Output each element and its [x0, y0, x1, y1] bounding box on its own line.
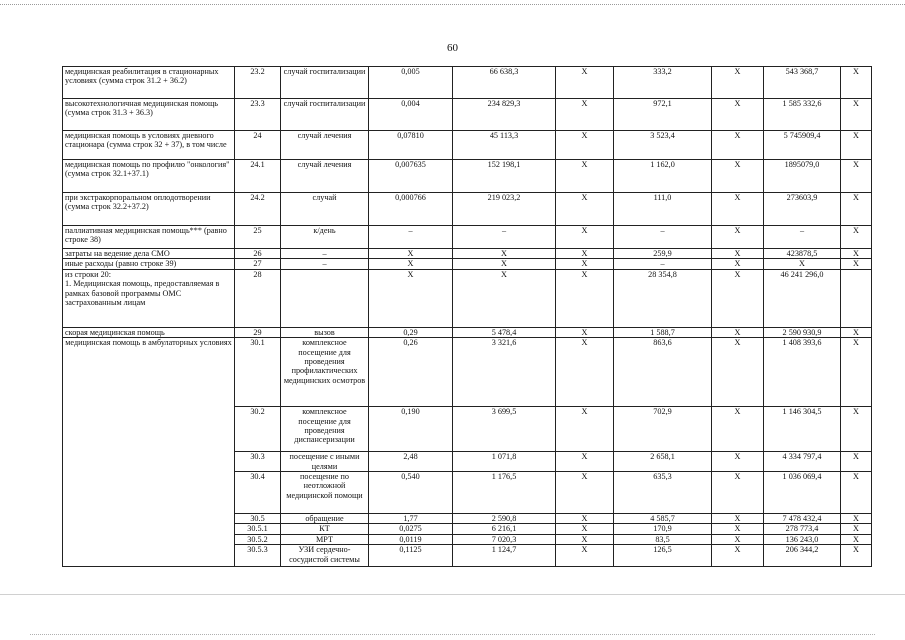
row-unit: КТ	[281, 524, 369, 534]
cell-c8: 1 585 332,6	[764, 99, 841, 131]
row-unit: случай	[281, 193, 369, 226]
cell-c7: X	[712, 514, 764, 524]
cell-c7: X	[712, 327, 764, 337]
row-code: 30.5.1	[235, 524, 281, 534]
cell-c7: X	[712, 472, 764, 514]
cell-c3: 0,000766	[369, 193, 453, 226]
row-code: 24	[235, 131, 281, 160]
table-row	[63, 226, 872, 249]
cell-c8: 46 241 296,0	[764, 269, 841, 327]
row-unit: –	[281, 249, 369, 259]
cell-c4: 5 478,4	[453, 327, 556, 337]
row-unit: случай госпитализации	[281, 99, 369, 131]
cell-c4: 1 124,7	[453, 545, 556, 567]
financing-table	[62, 66, 872, 567]
row-code: 30.5.2	[235, 534, 281, 544]
row-code: 30.2	[235, 407, 281, 452]
group-label: медицинская помощь в амбулаторных условиях	[63, 338, 235, 567]
cell-c8: 206 344,2	[764, 545, 841, 567]
cell-c9: X	[841, 514, 872, 524]
cell-c7: X	[712, 269, 764, 327]
cell-c7: X	[712, 338, 764, 407]
cell-c6: 972,1	[614, 99, 712, 131]
cell-c4: 45 113,3	[453, 131, 556, 160]
cell-c8: 1 146 304,5	[764, 407, 841, 452]
row-code: 25	[235, 226, 281, 249]
cell-c5: X	[556, 259, 614, 269]
cell-c9: X	[841, 338, 872, 407]
cell-c7: X	[712, 407, 764, 452]
cell-c4: 3 321,6	[453, 338, 556, 407]
cell-c5: X	[556, 472, 614, 514]
cell-c7: X	[712, 226, 764, 249]
table-row	[63, 67, 872, 99]
table-row	[63, 131, 872, 160]
cell-c7: X	[712, 160, 764, 193]
cell-c8: 7 478 432,4	[764, 514, 841, 524]
cell-c3: –	[369, 226, 453, 249]
cell-c6: 83,5	[614, 534, 712, 544]
cell-c5: X	[556, 327, 614, 337]
cell-c3: 0,540	[369, 472, 453, 514]
page-number: 60	[447, 42, 458, 54]
cell-c3: X	[369, 259, 453, 269]
cell-c6: 1 162,0	[614, 160, 712, 193]
cell-c5: X	[556, 338, 614, 407]
cell-c6: 28 354,8	[614, 269, 712, 327]
cell-c9: X	[841, 452, 872, 472]
cell-c4: 219 023,2	[453, 193, 556, 226]
cell-c8: –	[764, 226, 841, 249]
cell-c4: 3 699,5	[453, 407, 556, 452]
cell-c5: X	[556, 67, 614, 99]
cell-c6: 863,6	[614, 338, 712, 407]
cell-c5: X	[556, 249, 614, 259]
table-row	[63, 193, 872, 226]
row-unit: УЗИ сердечно-сосудистой системы	[281, 545, 369, 567]
cell-c7: X	[712, 193, 764, 226]
table-row	[63, 269, 872, 327]
cell-c6: 3 523,4	[614, 131, 712, 160]
row-unit: обращение	[281, 514, 369, 524]
cell-c5: X	[556, 407, 614, 452]
scan-bottom-noise	[30, 634, 875, 636]
scan-bottom-edge	[0, 594, 905, 595]
cell-c8: 278 773,4	[764, 524, 841, 534]
cell-c5: X	[556, 160, 614, 193]
row-label: медицинская помощь в условиях дневного стационара (сумма строк 32 + 37), в том числе	[63, 131, 235, 160]
cell-c6: 170,9	[614, 524, 712, 534]
cell-c7: X	[712, 99, 764, 131]
cell-c7: X	[712, 545, 764, 567]
cell-c9: X	[841, 534, 872, 544]
row-label: медицинская помощь по профилю "онкология" (сумма строк 32.1+37.1)	[63, 160, 235, 193]
cell-c5: X	[556, 514, 614, 524]
cell-c9: X	[841, 131, 872, 160]
cell-c3: 0,004	[369, 99, 453, 131]
row-code: 23.3	[235, 99, 281, 131]
row-unit: комплексное посещение для проведения профилактических медицинских осмотров	[281, 338, 369, 407]
cell-c9: X	[841, 193, 872, 226]
cell-c8: 4 334 797,4	[764, 452, 841, 472]
cell-c5: X	[556, 545, 614, 567]
cell-c4: –	[453, 226, 556, 249]
cell-c4: 66 638,3	[453, 67, 556, 99]
cell-c3: 2,48	[369, 452, 453, 472]
cell-c3: 0,0119	[369, 534, 453, 544]
table-row	[63, 327, 872, 337]
cell-c6: 259,9	[614, 249, 712, 259]
cell-c5: X	[556, 524, 614, 534]
row-code: 26	[235, 249, 281, 259]
cell-c4: 234 829,3	[453, 99, 556, 131]
cell-c6: –	[614, 259, 712, 269]
cell-c5: X	[556, 193, 614, 226]
row-label: медицинская реабилитация в стационарных условиях (сумма строк 31.2 + 36.2)	[63, 67, 235, 99]
cell-c4: 1 176,5	[453, 472, 556, 514]
cell-c4: 6 216,1	[453, 524, 556, 534]
scan-top-edge	[0, 4, 905, 6]
cell-c3: 0,007635	[369, 160, 453, 193]
row-code: 28	[235, 269, 281, 327]
cell-c6: 4 585,7	[614, 514, 712, 524]
cell-c9: X	[841, 249, 872, 259]
cell-c5: X	[556, 131, 614, 160]
row-code: 29	[235, 327, 281, 337]
cell-c3: 0,190	[369, 407, 453, 452]
table-row	[63, 338, 872, 407]
row-unit: случай госпитализации	[281, 67, 369, 99]
row-label: из строки 20: 1. Медицинская помощь, предоставляемая в рамках базовой программы ОМС застрахованным лицам	[63, 269, 235, 327]
cell-c7: X	[712, 67, 764, 99]
cell-c3: 0,07810	[369, 131, 453, 160]
row-label: высокотехнологичная медицинская помощь (сумма строк 31.3 + 36.3)	[63, 99, 235, 131]
cell-c5: X	[556, 269, 614, 327]
cell-c9: X	[841, 545, 872, 567]
cell-c4: X	[453, 259, 556, 269]
cell-c9: X	[841, 472, 872, 514]
cell-c8: 543 368,7	[764, 67, 841, 99]
table-row	[63, 249, 872, 259]
cell-c6: 1 588,7	[614, 327, 712, 337]
cell-c9: X	[841, 524, 872, 534]
row-unit: к/день	[281, 226, 369, 249]
cell-c9: X	[841, 99, 872, 131]
row-unit: комплексное посещение для проведения диспансеризации	[281, 407, 369, 452]
cell-c7: X	[712, 524, 764, 534]
cell-c9	[841, 269, 872, 327]
row-code: 30.5.3	[235, 545, 281, 567]
cell-c4: 1 071,8	[453, 452, 556, 472]
row-label: при экстракорпоральном оплодотворении (сумма строк 32.2+37.2)	[63, 193, 235, 226]
cell-c4: X	[453, 249, 556, 259]
cell-c8: 1 036 069,4	[764, 472, 841, 514]
cell-c8: 273603,9	[764, 193, 841, 226]
cell-c4: 7 020,3	[453, 534, 556, 544]
cell-c8: 1 408 393,6	[764, 338, 841, 407]
row-unit: посещение с иными целями	[281, 452, 369, 472]
cell-c9: X	[841, 407, 872, 452]
row-label: иные расходы (равно строке 39)	[63, 259, 235, 269]
cell-c9: X	[841, 226, 872, 249]
cell-c5: X	[556, 534, 614, 544]
cell-c3: X	[369, 249, 453, 259]
cell-c3: X	[369, 269, 453, 327]
cell-c6: 2 658,1	[614, 452, 712, 472]
cell-c7: X	[712, 534, 764, 544]
cell-c3: 0,005	[369, 67, 453, 99]
cell-c7: X	[712, 452, 764, 472]
row-unit: посещение по неотложной медицинской помощи	[281, 472, 369, 514]
row-code: 27	[235, 259, 281, 269]
row-code: 30.5	[235, 514, 281, 524]
row-label: затраты на ведение дела СМО	[63, 249, 235, 259]
cell-c9: X	[841, 67, 872, 99]
row-code: 30.4	[235, 472, 281, 514]
row-unit: случай лечения	[281, 131, 369, 160]
cell-c5: X	[556, 99, 614, 131]
table-row	[63, 99, 872, 131]
row-code: 24.1	[235, 160, 281, 193]
cell-c6: –	[614, 226, 712, 249]
cell-c4: 2 590,8	[453, 514, 556, 524]
row-unit	[281, 269, 369, 327]
cell-c4: X	[453, 269, 556, 327]
cell-c6: 333,2	[614, 67, 712, 99]
row-unit: МРТ	[281, 534, 369, 544]
cell-c5: X	[556, 226, 614, 249]
cell-c9: X	[841, 160, 872, 193]
row-code: 24.2	[235, 193, 281, 226]
row-unit: вызов	[281, 327, 369, 337]
cell-c3: 0,29	[369, 327, 453, 337]
table-row	[63, 259, 872, 269]
cell-c8: 136 243,0	[764, 534, 841, 544]
cell-c6: 702,9	[614, 407, 712, 452]
cell-c3: 0,1125	[369, 545, 453, 567]
cell-c3: 1,77	[369, 514, 453, 524]
cell-c9: X	[841, 327, 872, 337]
cell-c7: X	[712, 259, 764, 269]
cell-c8: 423878,5	[764, 249, 841, 259]
cell-c9: X	[841, 259, 872, 269]
cell-c8: 2 590 930,9	[764, 327, 841, 337]
row-code: 30.1	[235, 338, 281, 407]
cell-c7: X	[712, 249, 764, 259]
cell-c4: 152 198,1	[453, 160, 556, 193]
cell-c7: X	[712, 131, 764, 160]
row-unit: случай лечения	[281, 160, 369, 193]
row-label: скорая медицинская помощь	[63, 327, 235, 337]
cell-c8: 5 745909,4	[764, 131, 841, 160]
cell-c6: 126,5	[614, 545, 712, 567]
row-code: 23.2	[235, 67, 281, 99]
cell-c3: 0,26	[369, 338, 453, 407]
row-code: 30.3	[235, 452, 281, 472]
cell-c6: 111,0	[614, 193, 712, 226]
table-row	[63, 160, 872, 193]
cell-c6: 635,3	[614, 472, 712, 514]
cell-c8: 1895079,0	[764, 160, 841, 193]
cell-c5: X	[556, 452, 614, 472]
row-unit: –	[281, 259, 369, 269]
cell-c8: X	[764, 259, 841, 269]
cell-c3: 0,0275	[369, 524, 453, 534]
row-label: паллиативная медицинская помощь*** (равно строке 38)	[63, 226, 235, 249]
